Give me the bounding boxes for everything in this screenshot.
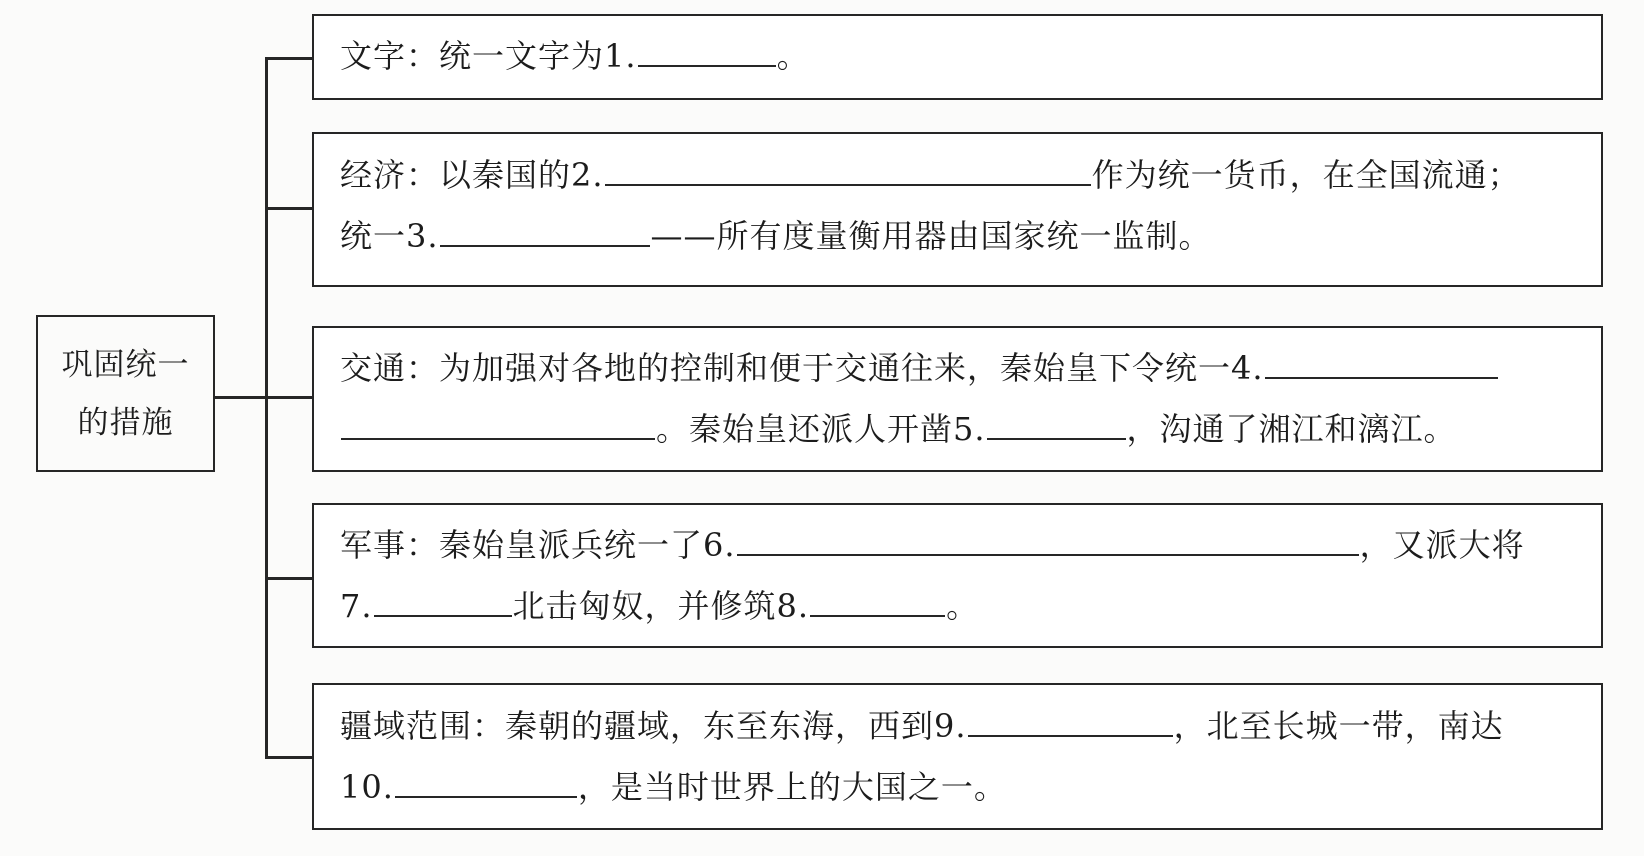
blank-10-input[interactable] (395, 758, 577, 798)
node-junshi-text4: 北击匈奴，并修筑8. (512, 587, 810, 625)
node-jiaotong-label: 交通： (340, 349, 440, 387)
blank-6-input[interactable] (737, 516, 1359, 556)
node-jingji-line1 (340, 145, 1563, 206)
branch-vertical-connector (265, 57, 268, 758)
root-node-label-line1: 巩固统一 (61, 346, 190, 383)
node-wenzi-text1: 统一文字为1. (439, 37, 637, 75)
node-junshi-text (340, 515, 1563, 637)
node-jiangyu-text3: 10. (340, 768, 394, 806)
node-jingji-text (340, 145, 1563, 267)
node-jiaotong (312, 326, 1603, 472)
blank-2-input[interactable] (605, 146, 1091, 186)
node-jingji-text3: 统一3. (340, 217, 439, 255)
node-jiangyu (312, 683, 1603, 830)
node-jiangyu-text (340, 696, 1563, 818)
node-jiaotong-text (340, 338, 1563, 460)
node-wenzi-label: 文字： (340, 37, 440, 75)
blank-4b-input[interactable] (341, 400, 655, 440)
blank-8-input[interactable] (810, 577, 945, 617)
node-jiangyu-label: 疆域范围： (340, 707, 506, 745)
node-jingji (312, 132, 1603, 287)
root-node-label (56, 336, 196, 452)
blank-1-input[interactable] (638, 27, 776, 67)
node-jiangyu-text1: 秦朝的疆域，东至东海，西到9. (505, 707, 967, 745)
node-junshi-text1: 秦始皇派兵统一了6. (439, 526, 736, 564)
node-junshi-text2: ，又派大将 (1359, 526, 1525, 564)
blank-3-input[interactable] (440, 207, 650, 247)
node-junshi-label: 军事： (340, 526, 440, 564)
node-jiaotong-line2 (340, 399, 1563, 460)
blank-4a-input[interactable] (1265, 339, 1498, 379)
branch-connector-junshi (265, 577, 312, 580)
root-node-label-line2: 的措施 (77, 404, 174, 441)
node-jingji-text2: 作为统一货币，在全国流通； (1091, 156, 1521, 194)
node-jingji-text4: ——所有度量衡用器由国家统一监制。 (650, 217, 1212, 255)
node-junshi-text3: 7. (340, 587, 373, 625)
node-jiaotong-text2: 。秦始皇还派人开凿5. (656, 410, 986, 448)
node-jingji-line2 (340, 206, 1563, 267)
node-jiaotong-line1 (340, 338, 1563, 399)
node-jiangyu-text2: ，北至长城一带，南达 (1173, 707, 1504, 745)
branch-connector-jiaotong (265, 396, 312, 399)
node-junshi-line1 (340, 515, 1563, 576)
node-jingji-text1: 以秦国的2. (439, 156, 604, 194)
node-wenzi-text2: 。 (776, 37, 810, 75)
node-jiangyu-line2 (340, 757, 1563, 818)
node-wenzi-text (340, 26, 1563, 87)
node-junshi (312, 503, 1603, 648)
branch-connector-jingji (265, 207, 312, 210)
node-jiangyu-line1 (340, 696, 1563, 757)
node-junshi-line2 (340, 576, 1563, 637)
blank-7-input[interactable] (374, 577, 512, 617)
branch-connector-wenzi (265, 57, 312, 60)
node-junshi-text5: 。 (946, 587, 980, 625)
node-jiangyu-text4: ，是当时世界上的大国之一。 (577, 768, 1007, 806)
node-wenzi-line1 (340, 26, 1563, 87)
blank-9-input[interactable] (968, 697, 1173, 737)
root-horizontal-connector (215, 396, 267, 399)
blank-5-input[interactable] (987, 400, 1126, 440)
node-jiaotong-text3: ，沟通了湘江和漓江。 (1126, 410, 1457, 448)
branch-connector-jiangyu (265, 756, 312, 759)
node-wenzi (312, 14, 1603, 100)
node-jingji-label: 经济： (340, 156, 440, 194)
node-jiaotong-text1: 为加强对各地的控制和便于交通往来，秦始皇下令统一4. (439, 349, 1264, 387)
root-node-box (36, 315, 215, 472)
